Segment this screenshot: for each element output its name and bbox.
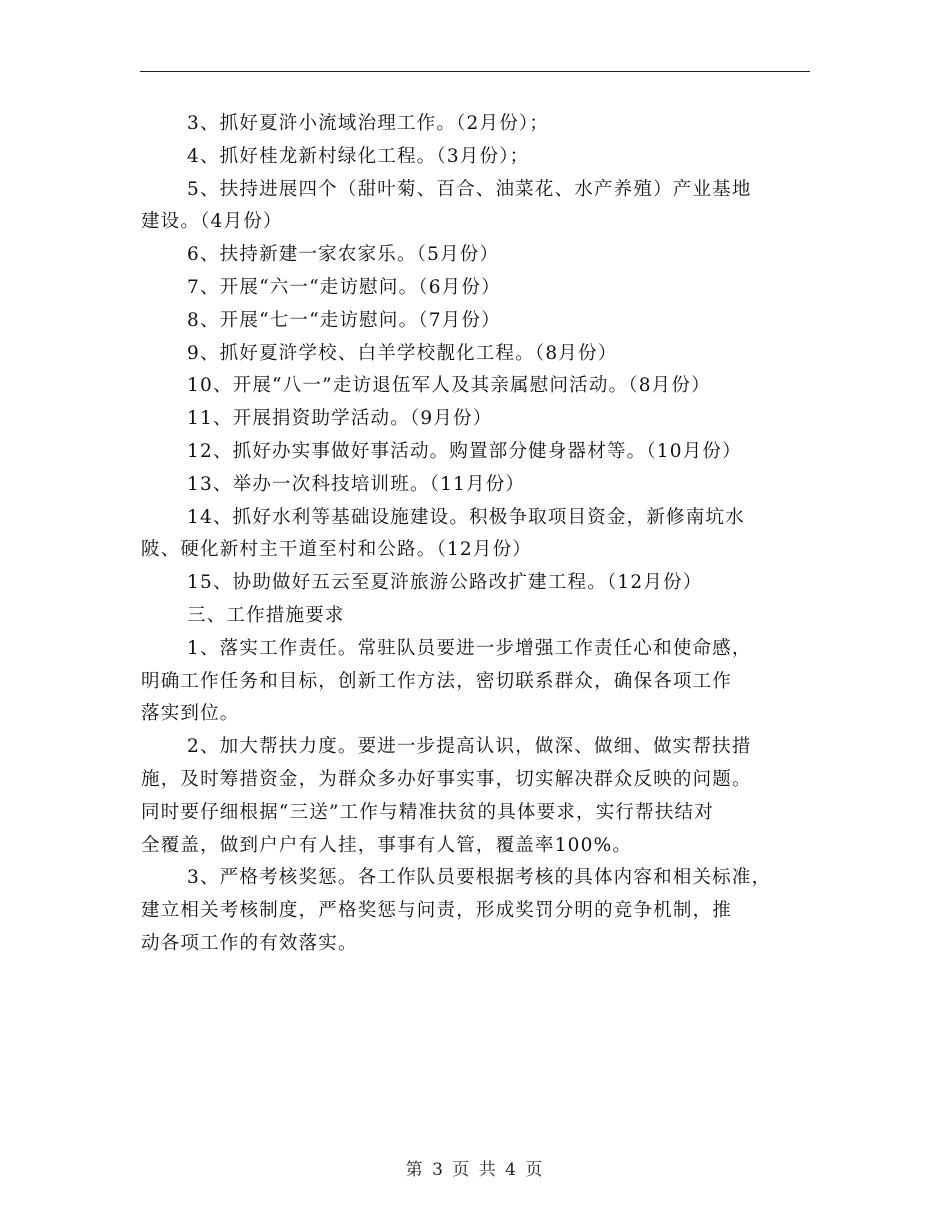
line-9: 10、开展“八一”走访退伍军人及其亲属慰问活动。（8月份） xyxy=(187,375,711,397)
line-6: 7、开展“六一“走访慰问。（6月份） xyxy=(187,276,501,298)
line-22: 同时要仔细根据“三送”工作与精准扶贫的具体要求，实行帮扶结对 xyxy=(141,801,714,823)
line-23: 全覆盖，做到户户有人挂，事事有人管，覆盖率100%。 xyxy=(141,834,633,856)
line-13: 14、抓好水利等基础设施建设。积极争取项目资金，新修南坑水 xyxy=(187,506,745,528)
line-2: 4、抓好桂龙新村绿化工程。（3月份）； xyxy=(187,145,530,167)
line-10: 11、开展捐资助学活动。（9月份） xyxy=(187,408,493,430)
page-footer: 第 3 页 共 4 页 xyxy=(405,1160,545,1180)
header-rule xyxy=(140,71,810,72)
line-19: 落实到位。 xyxy=(141,703,240,725)
line-24: 3、严格考核奖惩。各工作队员要根据考核的具体内容和相关标准， xyxy=(187,867,772,889)
line-26: 动各项工作的有效落实。 xyxy=(141,932,358,954)
section-heading: 三、工作措施要求 xyxy=(187,604,345,626)
line-20: 2、加大帮扶力度。要进一步提高认识，做深、做细、做实帮扶措 xyxy=(187,736,752,758)
line-12: 13、举办一次科技培训班。（11月份） xyxy=(187,473,526,495)
line-15: 15、协助做好五云至夏浒旅游公路改扩建工程。（12月份） xyxy=(187,572,703,594)
line-21: 施，及时筹措资金，为群众多办好事实事，切实解决群众反映的问题。 xyxy=(141,768,752,790)
line-7: 8、开展“七一“走访慰问。（7月份） xyxy=(187,309,501,331)
line-4: 建设。（4月份） xyxy=(141,211,283,233)
line-14: 陂、硬化新村主干道至村和公路。（12月份） xyxy=(141,539,532,561)
line-8: 9、抓好夏浒学校、白羊学校靓化工程。（8月份） xyxy=(187,342,618,364)
line-3: 5、扶持进展四个（甜叶菊、百合、油菜花、水产养殖）产业基地 xyxy=(187,178,752,200)
line-5: 6、扶持新建一家农家乐。（5月份） xyxy=(187,244,500,266)
line-18: 明确工作任务和目标，创新工作方法，密切联系群众，确保各项工作 xyxy=(141,670,733,692)
line-1: 3、抓好夏浒小流域治理工作。（2月份）； xyxy=(187,113,550,134)
line-25: 建立相关考核制度，严格奖惩与问责，形成奖罚分明的竞争机制，推 xyxy=(141,900,733,922)
line-11: 12、抓好办实事做好事活动。购置部分健身器材等。（10月份） xyxy=(187,440,742,462)
document-body xyxy=(141,108,821,961)
line-17: 1、落实工作责任。常驻队员要进一步增强工作责任心和使命感， xyxy=(187,637,752,659)
